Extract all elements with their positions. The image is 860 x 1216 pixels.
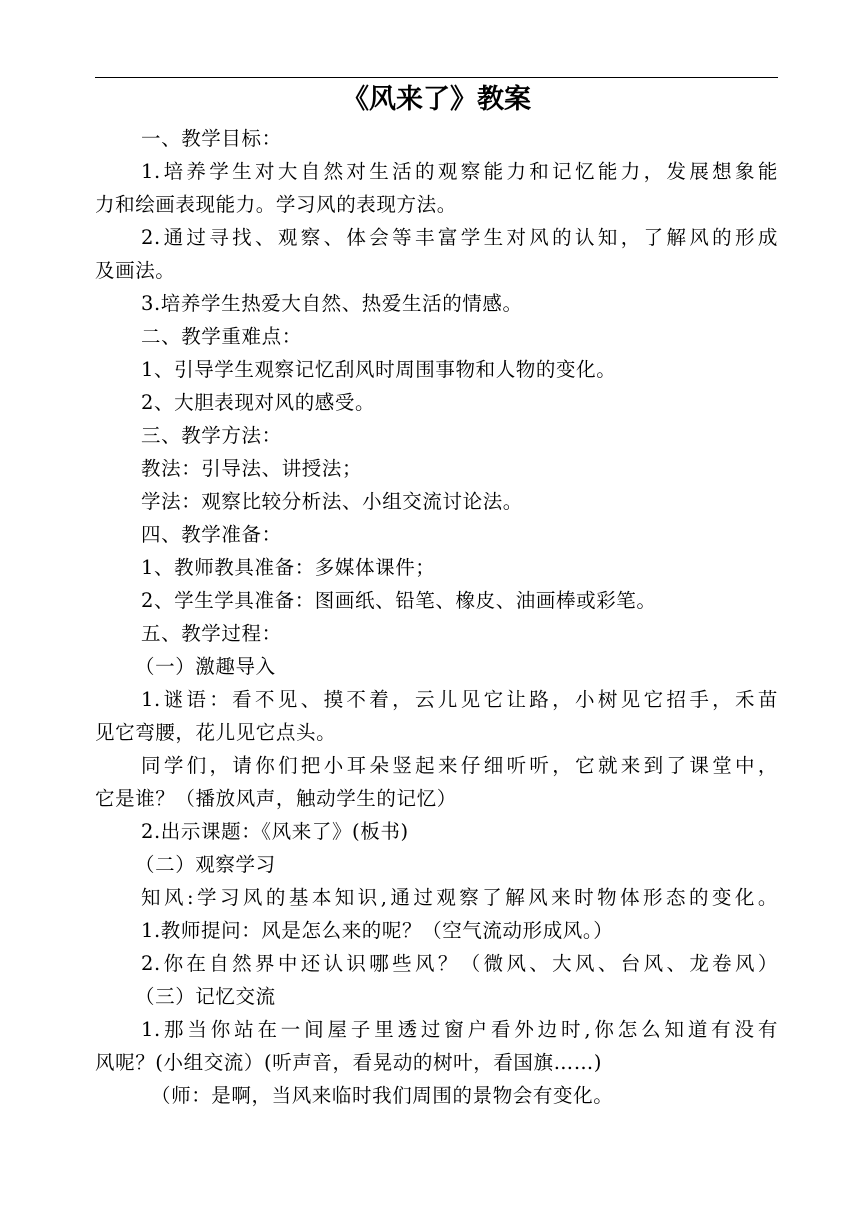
text-line: 1.谜语：看不见、摸不着，云儿见它让路，小树见它招手，禾苗: [141, 688, 778, 711]
document-body: [95, 122, 778, 1112]
text-line: 1、教师教具准备：多媒体课件；: [141, 556, 436, 579]
text-line: 它是谁？（播放风声，触动学生的记忆）: [95, 787, 457, 810]
text-line: 1.教师提问：风是怎么来的呢？（空气流动形成风。）: [141, 919, 614, 942]
text-line: （师：是啊，当风来临时我们周围的景物会有变化。: [151, 1084, 614, 1107]
text-line: （一）激趣导入: [135, 655, 276, 678]
text-line: 五、教学过程：: [141, 622, 282, 645]
text-line: 力和绘画表现能力。学习风的表现方法。: [95, 193, 457, 216]
text-line: 2.通过寻找、观察、体会等丰富学生对风的认知，了解风的形成: [141, 226, 778, 249]
text-line: 三、教学方法：: [141, 424, 282, 447]
text-line: 及画法。: [95, 259, 176, 282]
text-line: 二、教学重难点：: [141, 325, 302, 348]
text-line: 1.那当你站在一间屋子里透过窗户看外边时,你怎么知道有没有: [141, 1018, 778, 1041]
text-line: 一、教学目标：: [141, 127, 282, 150]
text-line: （二）观察学习: [135, 853, 276, 876]
document-page: [95, 77, 778, 1112]
text-line: 2.出示课题：《风来了》(板书): [141, 820, 409, 843]
text-line: 知风:学习风的基本知识,通过观察了解风来时物体形态的变化。: [141, 886, 778, 909]
text-line: 见它弯腰，花儿见它点头。: [95, 721, 337, 744]
document-title: 《风来了》教案: [342, 84, 531, 115]
text-line: 2、大胆表现对风的感受。: [141, 391, 376, 414]
text-line: 2.你在自然界中还认识哪些风？（微风、大风、台风、龙卷风）: [141, 952, 778, 975]
text-line: 教法：引导法、讲授法；: [141, 457, 363, 480]
text-line: 2、学生学具准备：图画纸、铅笔、橡皮、油画棒或彩笔。: [141, 589, 657, 612]
text-line: 四、教学准备：: [141, 523, 282, 546]
text-line: 3.培养学生热爱大自然、热爱生活的情感。: [141, 292, 523, 315]
text-line: 1.培养学生对大自然对生活的观察能力和记忆能力，发展想象能: [141, 160, 778, 183]
text-line: 同学们，请你们把小耳朵竖起来仔细听听，它就来到了课堂中，: [141, 754, 778, 777]
text-line: （三）记忆交流: [135, 985, 276, 1008]
text-line: 学法：观察比较分析法、小组交流讨论法。: [141, 490, 523, 513]
text-line: 风呢？(小组交流）(听声音，看晃动的树叶，看国旗……): [95, 1051, 603, 1074]
text-line: 1、引导学生观察记忆刮风时周围事物和人物的变化。: [141, 358, 617, 381]
